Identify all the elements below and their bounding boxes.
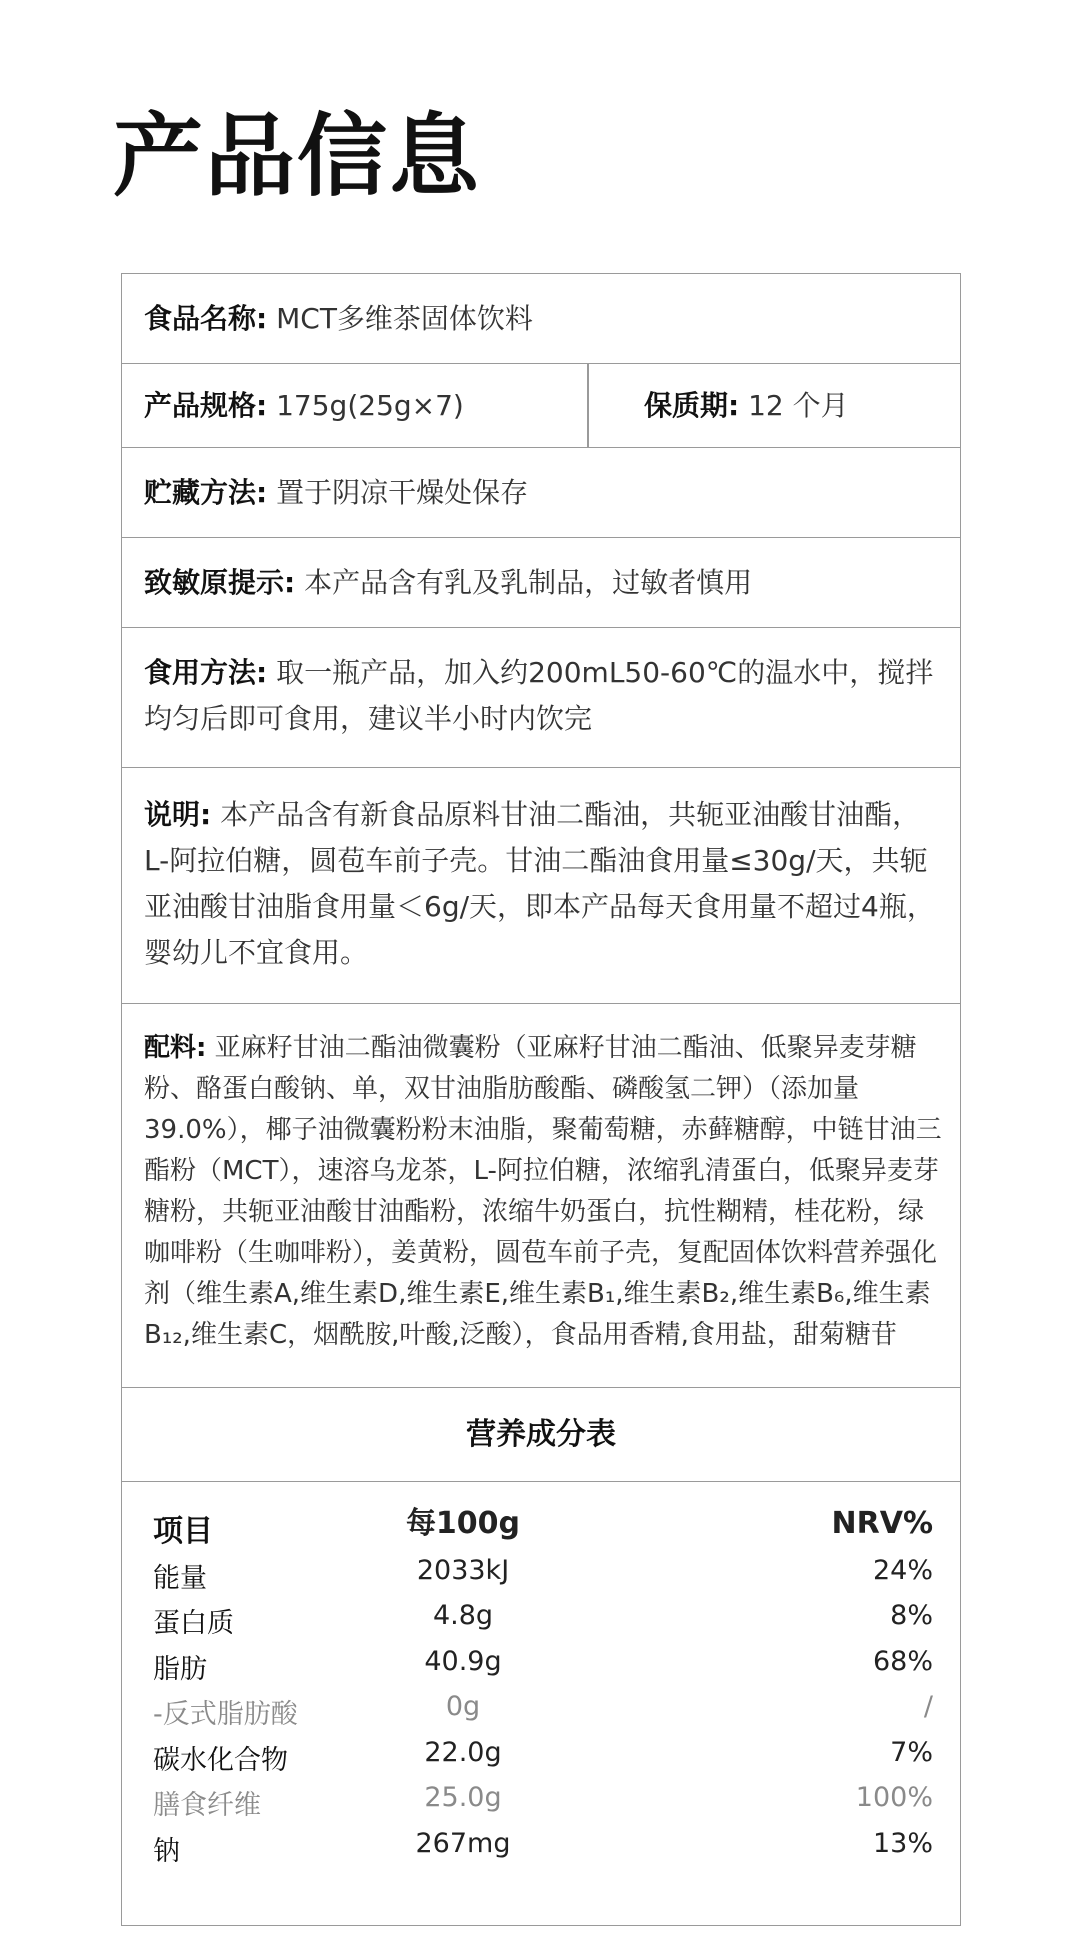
ingredients-value: 亚麻籽甘油二酯油微囊粉（亚麻籽甘油二酯油、低聚异麦芽糖粉、酪蛋白酸钠、单，双甘油脂肪酸酯、磷酸氢二钾）（添加量39.0%），椰子油微囊粉粉末油脂，聚葡萄糖，赤藓糖醇，中链甘油三酯粉（MCT），速溶乌龙茶，L-阿拉伯糖，浓缩乳清蛋白，低聚异麦芽糖粉，共轭亚油酸甘油酯粉，浓缩牛奶蛋白，抗性糊精，桂花粉，绿咖啡粉（生咖啡粉），姜黄粉，圆苞车前子壳，复配固体饮料营养强化剂（维生素A,维生素D,维生素E,维生素B₁,维生素B₂,维生素B₆,维生素B₁₂,维生素C，烟酰胺,叶酸,泛酸），食品用香精,食用盐，甜菊糖苷 <box>144 1033 942 1350</box>
storage-label: 贮藏方法: <box>144 476 268 509</box>
storage-value: 置于阴凉干燥处保存 <box>276 476 529 509</box>
allergen-label: 致敏原提示: <box>144 566 296 599</box>
header-item: 项目 <box>153 1514 213 1549</box>
nutrient-amount: 0g <box>445 1691 481 1722</box>
nutrient-amount: 4.8g <box>432 1600 494 1631</box>
header-nrv: NRV% <box>831 1506 933 1541</box>
nutrition-row-trans-fat <box>153 1691 933 1735</box>
note-value: 本产品含有新食品原料甘油二酯油，共轭亚油酸甘油酯，L-阿拉伯糖，圆苞车前子壳。甘油二酯油食用量≤30g/天，共轭亚油酸甘油脂食用量＜6g/天，即本产品每天食用量不超过4瓶，婴幼儿不宜食用。 <box>144 798 935 969</box>
nutrient-nrv: 100% <box>855 1782 933 1813</box>
nutrient-name: 能量 <box>153 1563 207 1594</box>
row-allergen <box>122 538 960 628</box>
nutrient-name: 膳食纤维 <box>153 1790 261 1821</box>
spec-value: 175g(25g×7) <box>276 389 464 422</box>
shelf-life-label: 保质期: <box>644 389 740 422</box>
row-ingredients <box>122 1004 960 1388</box>
nutrient-name: 钠 <box>153 1836 180 1867</box>
nutrition-row-carbohydrate <box>153 1737 933 1781</box>
row-note <box>122 768 960 1004</box>
row-storage <box>122 448 960 538</box>
nutrient-name: 脂肪 <box>153 1654 207 1685</box>
row-food-name <box>122 274 960 364</box>
nutrient-nrv: 7% <box>890 1737 933 1768</box>
nutrition-row-fiber <box>153 1782 933 1826</box>
food-name-label: 食品名称: <box>144 302 268 335</box>
product-info-table <box>121 273 961 1926</box>
nutrient-nrv: 24% <box>872 1555 933 1586</box>
nutrient-nrv: / <box>923 1691 933 1722</box>
row-usage <box>122 628 960 768</box>
allergen-value: 本产品含有乳及乳制品，过敏者慎用 <box>304 566 753 599</box>
nutrition-row-protein <box>153 1600 933 1644</box>
row-spec-shelf <box>122 364 960 448</box>
nutrient-name: 碳水化合物 <box>153 1745 288 1776</box>
nutrient-amount: 22.0g <box>424 1737 502 1768</box>
column-divider <box>587 364 589 447</box>
nutrient-nrv: 68% <box>872 1646 933 1677</box>
nutrition-title: 营养成分表 <box>466 1417 616 1452</box>
spec-label: 产品规格: <box>144 389 268 422</box>
nutrition-row-fat <box>153 1646 933 1690</box>
header-per-100g: 每100g <box>405 1506 521 1541</box>
nutrient-amount: 40.9g <box>424 1646 502 1677</box>
nutrient-amount: 25.0g <box>424 1782 502 1813</box>
note-label: 说明: <box>144 798 212 831</box>
nutrient-amount: 267mg <box>415 1828 511 1859</box>
page-title: 产品信息 <box>113 104 481 209</box>
shelf-life-value: 12 个月 <box>748 389 849 422</box>
nutrient-nrv: 8% <box>890 1600 933 1631</box>
usage-label: 食用方法: <box>144 656 268 689</box>
nutrient-name: 蛋白质 <box>153 1608 234 1639</box>
nutrient-name: -反式脂肪酸 <box>153 1699 298 1730</box>
nutrient-nrv: 13% <box>872 1828 933 1859</box>
food-name-value: MCT多维茶固体饮料 <box>276 302 533 335</box>
nutrition-row-sodium <box>153 1828 933 1872</box>
nutrition-row-energy <box>153 1555 933 1599</box>
ingredients-label: 配料: <box>144 1033 207 1063</box>
nutrition-header-row <box>153 1506 933 1552</box>
nutrition-title-row <box>122 1388 960 1482</box>
nutrient-amount: 2033kJ <box>416 1555 510 1586</box>
usage-value: 取一瓶产品，加入约200mL50-60℃的温水中，搅拌均匀后即可食用，建议半小时内饮完 <box>144 656 934 735</box>
